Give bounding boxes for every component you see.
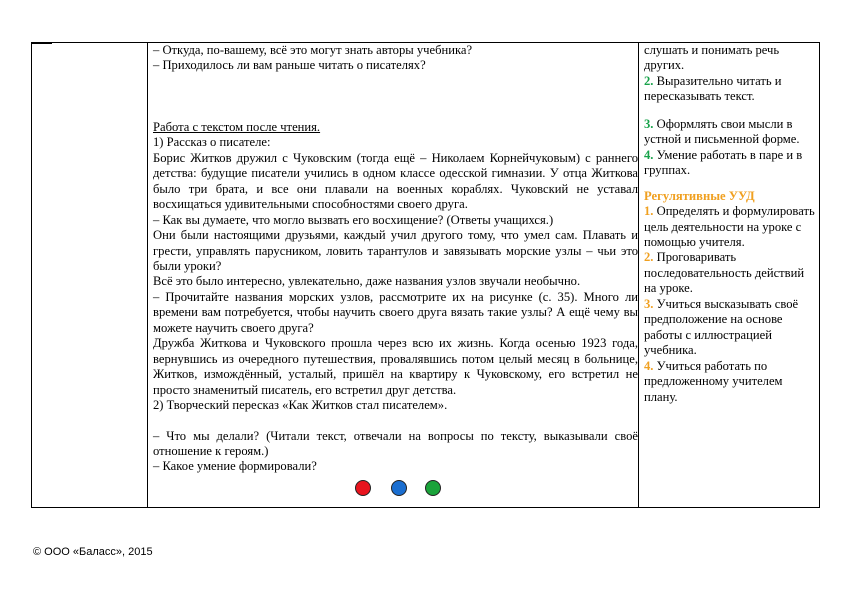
uud-line-0: слушать и понимать речь других. [644,43,780,73]
section-title: Работа с текстом после чтения. [153,119,321,134]
reg-num-2: 2. [644,250,654,265]
reg-text-1: Определять и формулировать цель деятельности на уроке с помощью учителя. [644,204,815,249]
uud-text-4: Умение работать в паре и в группах. [644,147,803,178]
paragraph-1: Борис Житков дружил с Чуковским (тогда ещё – Николаем Корнейчуковым) с раннего детства: будущие писатели учились в одном классе одесской гимназии. У отца Житкова было три брата, и все они плавали на военных кораблях. Чуковский не уставал восхищаться удивительными способностями своего друга. [153,150,638,212]
reg-line-4 [644,359,816,405]
green-circle-icon [425,480,441,496]
table-top-accent [32,42,52,44]
column-divider-1 [147,43,148,507]
paragraph-5: – Прочитайте названия морских узлов, рассмотрите их на рисунке (с. 35). Много ли времени вам потребуется, чтобы научить своего друга вязать такие узлы? А ещё чему вы можете научить своего друга? [153,289,638,335]
paragraph-8: – Какое умение формировали? [153,459,317,474]
uud-num-4: 4. [644,147,654,162]
item-1: 1) Рассказ о писателе: [153,135,271,150]
uud-line-2 [644,74,816,105]
reg-num-3: 3. [644,296,654,311]
regulative-title: Регулятивные УУД [644,188,755,203]
reg-num-1: 1. [644,204,654,219]
question-1: – Откуда, по-вашему, всё это могут знать авторы учебника? [153,43,473,57]
copyright-footer: © ООО «Баласс», 2015 [33,546,153,558]
paragraph-7: – Что мы делали? (Читали текст, отвечали на вопросы по тексту, выказывали своё отношение к героям.) [153,428,638,458]
teacher-activity-column [153,43,638,475]
uud-num-2: 2. [644,73,654,88]
blue-circle-icon [391,480,407,496]
reg-num-4: 4. [644,358,654,373]
item-2: 2) Творческий пересказ «Как Житков стал писателем». [153,398,448,413]
reg-line-3 [644,297,816,359]
paragraph-6: Дружба Житкова и Чуковского прошла через всю их жизнь. Когда осенью 1923 года, вернувшись из очередного путешествия, провалявшись потом целый месяц в больнице, Житков, измождённый, усталый, пришёл на квартиру к Чуковскому, его встретил не просто знаменитый писатель, его встретил друг детства. [153,336,638,397]
paragraph-2: – Как вы думаете, что могло вызвать его восхищение? (Ответы учащихся.) [153,212,554,227]
reg-line-1 [644,204,816,250]
column-divider-2 [638,43,639,507]
paragraph-4: Всё это было интересно, увлекательно, даже названия узлов звучали необычно. [153,274,581,289]
question-2: – Приходилось ли вам раньше читать о писателях? [153,58,426,73]
reg-text-3: Учиться высказывать своё предположение на основе работы с иллюстрацией учебника. [644,296,799,358]
uud-line-3 [644,117,816,148]
reg-text-4: Учиться работать по предложенному учителем плану. [644,358,783,404]
reg-text-2: Проговаривать последовательность действий на уроке. [644,250,805,296]
uud-text-2: Выразительно читать и пересказывать текст. [644,73,782,104]
uud-num-3: 3. [644,116,654,131]
uud-text-3: Оформлять свои мысли в устной и письменной форме. [644,116,800,147]
uud-column [644,43,816,405]
reg-line-2 [644,250,816,296]
red-circle-icon [355,480,371,496]
lesson-table [31,42,820,508]
paragraph-3: Они были настоящими друзьями, каждый учил другого тому, что умел сам. Плавать и грести, управлять парусником, ловить тарантулов и завязывать морские узлы – чьи это были уроки? [153,228,638,273]
uud-line-4 [644,148,816,179]
